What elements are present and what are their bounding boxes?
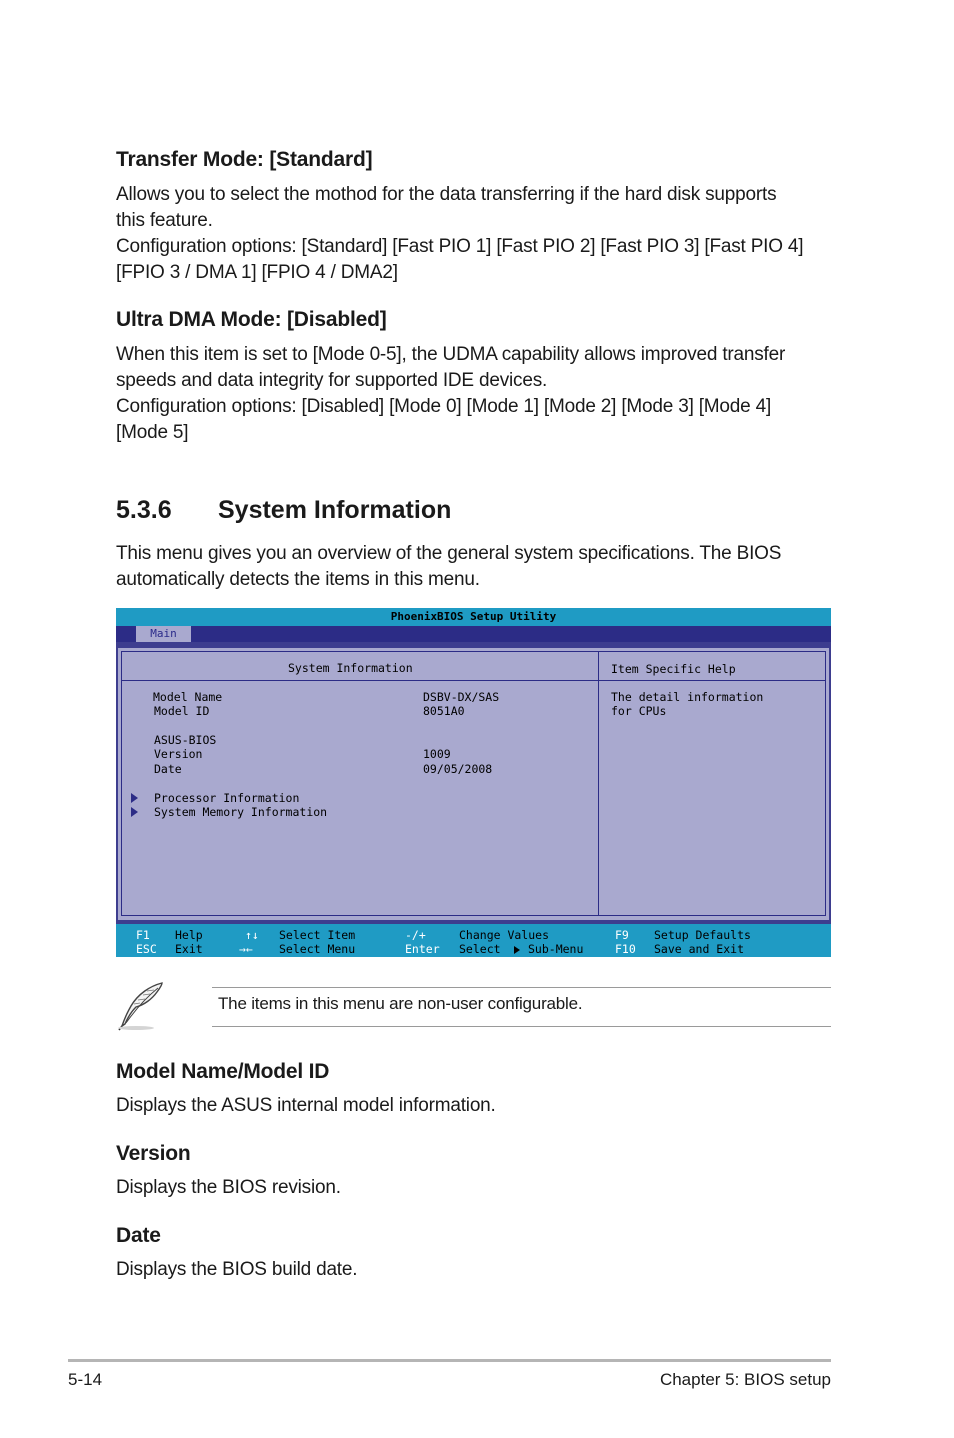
chapter-title: Chapter 5: BIOS setup [659, 1370, 831, 1389]
key-left-right: →← [239, 942, 253, 956]
text-line: Displays the BIOS revision. [116, 1177, 341, 1198]
text-line: Allows you to select the mothod for the data transferring if the hard disk supports [116, 184, 777, 205]
key-f1: F1 [136, 928, 150, 942]
panel-title: System Information [288, 661, 413, 675]
heading-transfer-mode: Transfer Mode: [Standard] [116, 148, 373, 171]
submenu-arrow-icon [514, 946, 520, 954]
row-value-model-name: DSBV-DX/SAS [423, 690, 500, 704]
text-line: Displays the BIOS build date. [116, 1259, 358, 1280]
text-line: Displays the ASUS internal model information. [116, 1095, 496, 1116]
help-line: for CPUs [611, 704, 667, 718]
note-top-rule [212, 987, 831, 988]
page-number: 5-14 [68, 1370, 103, 1389]
bios-frame [121, 651, 826, 916]
ultra-dma-description [116, 342, 846, 446]
heading-ultra-dma-mode: Ultra DMA Mode: [Disabled] [116, 308, 387, 331]
row-value-model-id: 8051A0 [423, 704, 465, 718]
row-value-date: 09/05/2008 [423, 762, 493, 776]
key-label-select-menu: Select Menu [279, 942, 356, 956]
heading-model-name: Model Name/Model ID [116, 1060, 330, 1083]
key-up-down: ↑↓ [245, 928, 259, 942]
text-line: Configuration options: [Standard] [Fast PIO 1] [Fast PIO 2] [Fast PIO 3] [Fast PIO 4] [116, 236, 804, 257]
panel-divider [598, 652, 599, 915]
date-description [116, 1257, 846, 1283]
row-label-date: Date [154, 762, 182, 776]
key-f10: F10 [615, 942, 636, 956]
tab-main[interactable]: Main [136, 626, 191, 642]
row-label-model-name: Model Name [153, 690, 223, 704]
feather-pen-icon [114, 980, 166, 1032]
bios-main-panel [118, 648, 829, 920]
section-title: System Information [218, 496, 452, 524]
row-value-version: 1009 [423, 747, 451, 761]
key-label-sub-menu: Sub-Menu [528, 942, 584, 956]
row-label-asus-bios: ASUS-BIOS [154, 733, 217, 747]
version-description [116, 1175, 846, 1201]
key-label-save-exit: Save and Exit [654, 942, 745, 956]
text-line: This menu gives you an overview of the general system specifications. The BIOS [116, 543, 782, 564]
text-line: speeds and data integrity for supported IDE devices. [116, 370, 548, 391]
key-esc: ESC [136, 942, 157, 956]
text-line: [Mode 5] [116, 422, 189, 443]
model-description [116, 1093, 846, 1119]
key-f9: F9 [615, 928, 629, 942]
text-line: automatically detects the items in this menu. [116, 569, 480, 590]
row-label-version: Version [154, 747, 203, 761]
bios-title-bar: PhoenixBIOS Setup Utility [116, 608, 831, 626]
row-label-model-id: Model ID [154, 704, 210, 718]
header-divider [122, 680, 825, 681]
submenu-arrow-icon [131, 807, 138, 817]
bios-menu-bar [116, 626, 831, 642]
bios-key-legend [116, 924, 831, 957]
help-line: The detail information [611, 690, 764, 704]
help-title: Item Specific Help [611, 662, 736, 676]
text-line: Configuration options: [Disabled] [Mode 0] [Mode 1] [Mode 2] [Mode 3] [Mode 4] [116, 396, 772, 417]
key-label-help: Help [175, 928, 203, 942]
key-label-exit: Exit [175, 942, 203, 956]
submenu-system-memory-information[interactable]: System Memory Information [154, 805, 328, 819]
key-plus-minus: -/+ [405, 928, 426, 942]
submenu-arrow-icon [131, 793, 138, 803]
key-label-setup-defaults: Setup Defaults [654, 928, 751, 942]
text-line: When this item is set to [Mode 0-5], the UDMA capability allows improved transfer [116, 344, 786, 365]
transfer-mode-description [116, 182, 846, 286]
note-text: The items in this menu are non-user configurable. [218, 994, 583, 1013]
bios-screenshot [116, 608, 831, 957]
system-info-description [116, 541, 846, 593]
key-enter: Enter [405, 942, 440, 956]
section-number: 5.3.6 [116, 496, 172, 524]
heading-date: Date [116, 1224, 161, 1247]
text-line: [FPIO 3 / DMA 1] [FPIO 4 / DMA2] [116, 262, 398, 283]
key-label-select-item: Select Item [279, 928, 356, 942]
note-bottom-rule [212, 1026, 831, 1027]
footer-rule [68, 1359, 831, 1362]
key-label-select: Select [459, 942, 501, 956]
heading-version: Version [116, 1142, 191, 1165]
submenu-processor-information[interactable]: Processor Information [154, 791, 300, 805]
text-line: this feature. [116, 210, 213, 231]
key-label-change-values: Change Values [459, 928, 550, 942]
